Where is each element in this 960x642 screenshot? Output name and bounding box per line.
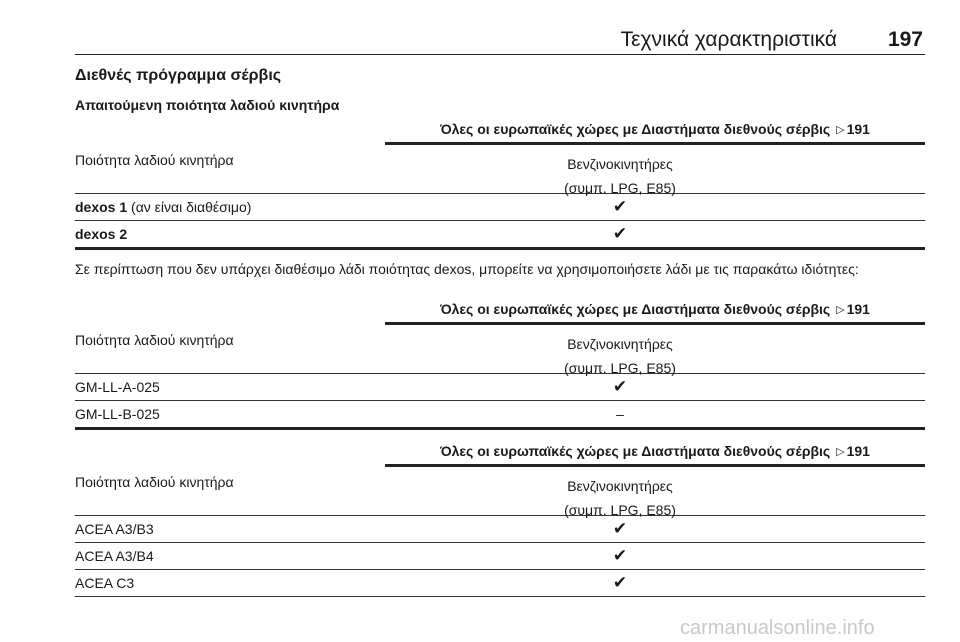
scope-text: Όλες οι ευρωπαϊκές χώρες με Διαστήματα διεθνούς σέρβις (440, 301, 831, 317)
oil-spec: ACEA A3/B3 (75, 521, 154, 537)
scope-ref: 191 (846, 121, 870, 137)
table-row (75, 516, 925, 543)
check-icon: ✔ (612, 546, 628, 565)
page-reference-arrow-icon: ▷ (836, 304, 845, 316)
subsection-title: Απαιτούμενη ποιότητα λαδιού κινητήρα (75, 97, 340, 113)
dash-icon: – (616, 406, 624, 422)
table-row (75, 401, 925, 430)
oil-spec: ACEA C3 (75, 575, 135, 591)
petrol-engines-label: Βενζινοκινητήρες (567, 336, 673, 352)
header-title: Τεχνικά χαρακτηριστικά (620, 28, 837, 51)
column-header-quality: Ποιότητα λαδιού κινητήρα (75, 152, 234, 168)
petrol-engines-label: Βενζινοκινητήρες (567, 156, 673, 172)
page-reference-arrow-icon: ▷ (836, 124, 845, 136)
oil-spec: dexos 1 (75, 199, 128, 215)
fallback-note: Σε περίπτωση που δεν υπάρχει διαθέσιμο λάδι ποιότητας dexos, μπορείτε να χρησιμοποιήσετε λάδι με τις παρακάτω ιδιότητες: (75, 261, 859, 277)
column-header-quality: Ποιότητα λαδιού κινητήρα (75, 474, 234, 490)
scope-ref: 191 (846, 443, 870, 459)
table-row (75, 374, 925, 401)
petrol-engines-label: Βενζινοκινητήρες (567, 478, 673, 494)
column-header-petrol-engines (475, 152, 765, 200)
row-label (75, 194, 251, 220)
oil-spec: GM-LL-B-025 (75, 406, 160, 422)
table-row (75, 221, 925, 250)
table-row (75, 570, 925, 597)
table-header (75, 145, 925, 194)
column-header-petrol-engines (475, 332, 765, 380)
check-icon: ✔ (612, 573, 628, 592)
page-number: 197 (887, 28, 923, 51)
page-reference-arrow-icon: ▷ (836, 446, 845, 458)
scope-label (385, 298, 925, 325)
oil-spec: ACEA A3/B4 (75, 548, 154, 564)
scope-label (385, 440, 925, 467)
table-header (75, 325, 925, 374)
watermark: carmanualsonline.info (680, 617, 875, 639)
row-label (75, 221, 127, 247)
oil-spec: dexos 2 (75, 226, 128, 242)
scope-label (385, 118, 925, 145)
petrol-engines-note: (συμπ. LPG, E85) (564, 360, 676, 376)
table-header (75, 467, 925, 516)
petrol-engines-note: (συμπ. LPG, E85) (564, 502, 676, 518)
page-header (75, 28, 925, 55)
check-icon: ✔ (612, 224, 628, 243)
check-icon: ✔ (612, 519, 628, 538)
check-icon: ✔ (612, 377, 628, 396)
oil-spec: GM-LL-A-025 (75, 379, 160, 395)
scope-text: Όλες οι ευρωπαϊκές χώρες με Διαστήματα διεθνούς σέρβις (440, 443, 831, 459)
petrol-engines-note: (συμπ. LPG, E85) (564, 180, 676, 196)
scope-text: Όλες οι ευρωπαϊκές χώρες με Διαστήματα διεθνούς σέρβις (440, 121, 831, 137)
column-header-petrol-engines (475, 474, 765, 522)
table-row (75, 543, 925, 570)
section-title: Διεθνές πρόγραμμα σέρβις (75, 67, 282, 84)
column-header-quality: Ποιότητα λαδιού κινητήρα (75, 332, 234, 348)
table-row (75, 194, 925, 221)
oil-spec-note: (αν είναι διαθέσιμο) (127, 199, 252, 215)
scope-ref: 191 (846, 301, 870, 317)
check-icon: ✔ (612, 197, 628, 216)
